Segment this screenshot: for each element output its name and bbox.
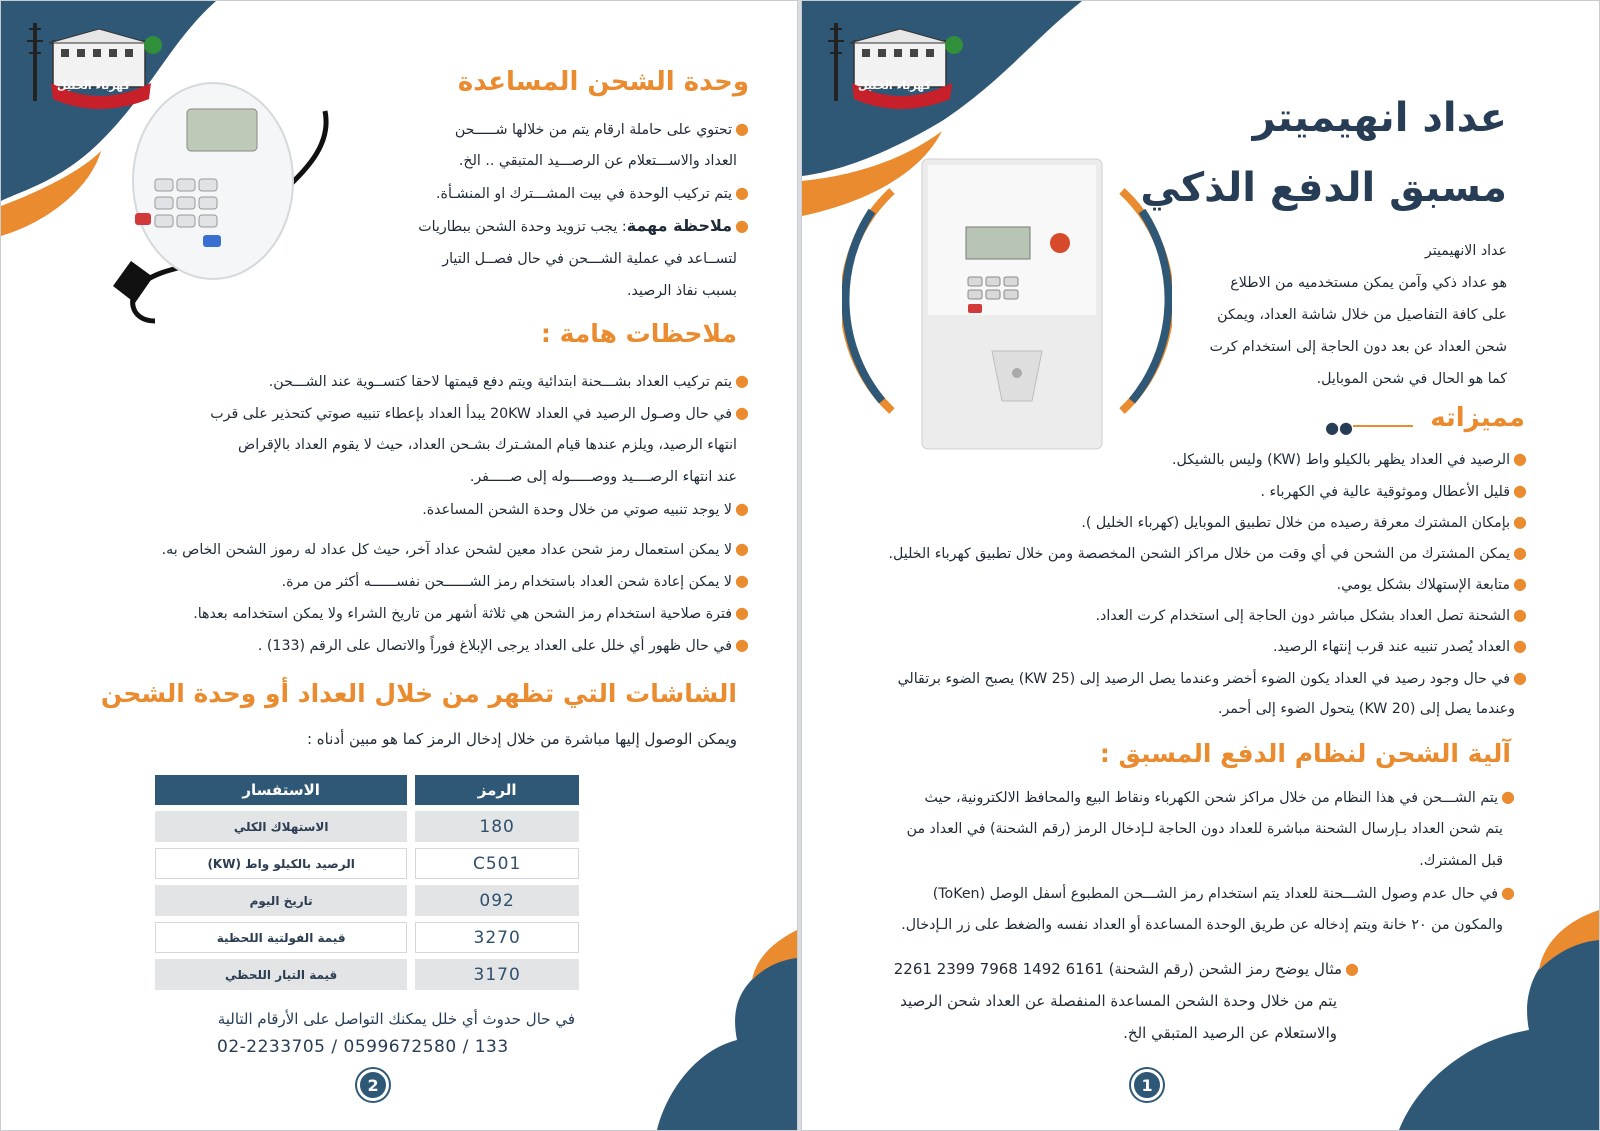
heading-charging-unit: وحدة الشحن المساعدة	[457, 67, 749, 97]
unit-bullet-3-line-3: بسبب نفاذ الرصيد.	[627, 283, 737, 299]
feature-5-line-1: متابعة الإستهلاك بشكل يومي.	[1336, 577, 1511, 593]
bullet-dot: ●	[1501, 787, 1515, 806]
header-code: الرمز	[415, 775, 579, 805]
unit-bullet-3	[418, 216, 749, 237]
bullet-dot: ●	[1345, 959, 1359, 978]
bullet-dot: ●	[1513, 449, 1527, 468]
intro-line-2: هو عداد ذكي وآمن يمكن مستخدميه من الاطلاع	[1230, 275, 1507, 291]
feature-3	[1081, 512, 1527, 533]
feature-2-line-1: قليل الأعطال وموثوقية عالية في الكهرباء .	[1260, 484, 1511, 500]
note-2-line-2: انتهاء الرصيد، ويلزم عندها قيام المشـترك بشـحن العداد، حيث لا يقوم العداد بالإقراض	[238, 437, 737, 453]
note-1-line-1: يتم تركيب العداد بشـــحنة ابتدائية ويتم دفع قيمتها لاحقا كتســوية عند الشـــحن.	[268, 374, 733, 390]
heading-screens: الشاشات التي تظهر من خلال العداد أو وحدة الشحن	[100, 679, 737, 708]
code-cell: 180	[415, 811, 579, 842]
bullet-dot: ●	[1513, 574, 1527, 593]
feature-8-line-1: في حال وجود رصيد في العداد يكون الضوء أخضر وعندما يصل الرصيد إلى (25 KW) يصبح الضوء برتقالي	[897, 671, 1511, 687]
inquiry-cell: تاريخ اليوم	[155, 885, 407, 916]
heading-important-notes: ملاحظات هامة :	[540, 319, 737, 348]
important-note-label: ملاحظة مهمة	[626, 216, 733, 235]
note-1	[269, 371, 749, 392]
table-row	[155, 848, 579, 879]
mechanism-1-line-1: يتم الشـــحن في هذا النظام من خلال مراكز شحن الكهرباء ونقاط البيع والمحافظ الالكترونية، حيث	[924, 790, 1499, 806]
inquiry-cell: الرصيد بالكيلو واط (KW)	[155, 848, 407, 879]
note-2-line-3: عند انتهاء الرصــــيد ووصـــــوله إلى صـــــفر.	[469, 469, 737, 485]
bullet-dot: ●	[735, 635, 749, 654]
bullet-dot: ●	[735, 499, 749, 518]
bullet-dot: ●	[735, 403, 749, 422]
page-number: 2	[357, 1069, 389, 1101]
unit-bullet-1-line-1: تحتوي على حاملة ارقام يتم من خلالها شـــــحن	[454, 122, 733, 138]
codes-table-header	[155, 775, 579, 805]
unit-bullet-3-line-1: : يجب تزويد وحدة الشحن ببطاريات	[418, 219, 627, 235]
feature-8-line-2: وعندما يصل إلى (20 KW) يتحول الضوء إلى أحمر.	[1217, 701, 1515, 717]
feature-6	[1096, 605, 1527, 626]
codes-table	[147, 769, 587, 996]
intro-line-5: كما هو الحال في شحن الموبايل.	[1316, 371, 1507, 387]
mechanism-2-line-1: في حال عدم وصول الشـــحنة للعداد يتم استخدام رمز الشـــحن المطبوع أسفل الوصل (ToKen)	[932, 886, 1499, 902]
contact-line: في حال حدوث أي خلل يمكنك التواصل على الأرقام التالية	[217, 1010, 575, 1028]
bullet-dot: ●	[735, 603, 749, 622]
page-two	[0, 0, 798, 1131]
mechanism-1	[925, 787, 1515, 808]
bullet-dot: ●	[1513, 543, 1527, 562]
contact-numbers: 02-2233705 / 0599672580 / 133	[217, 1037, 509, 1057]
feature-4	[889, 543, 1527, 564]
heading-mechanism: آلية الشحن لنظام الدفع المسبق :	[1099, 739, 1511, 768]
bullet-dot: ●	[735, 539, 749, 558]
code-cell: 3270	[415, 922, 579, 953]
feature-3-line-1: بإمكان المشترك معرفة رصيده من خلال تطبيق الموبايل (كهرباء الخليل ).	[1081, 515, 1511, 531]
feature-1-line-1: الرصيد في العداد يظهر بالكيلو واط (KW) وليس بالشيكل.	[1171, 452, 1511, 468]
bullet-dot: ●	[1513, 481, 1527, 500]
inquiry-cell: قيمة التيار اللحظي	[155, 959, 407, 990]
unit-bullet-2	[436, 183, 749, 204]
feature-6-line-1: الشحنة تصل العداد بشكل مباشر دون الحاجة إلى استخدام كرت العداد.	[1095, 608, 1511, 624]
note-4	[162, 539, 749, 560]
header-inquiry: الاستفسار	[155, 775, 407, 805]
feature-2	[1260, 481, 1527, 502]
code-cell: 3170	[415, 959, 579, 990]
inquiry-cell: قيمة الفولتية اللحظية	[155, 922, 407, 953]
feature-5	[1337, 574, 1527, 595]
heading-features-underline	[1353, 425, 1413, 427]
intro-line-3: على كافة التفاصيل من خلال شاشة العداد، ويمكن	[1217, 307, 1507, 323]
feature-7	[1273, 636, 1527, 657]
page-title-line-2: مسبق الدفع الذكي	[1140, 165, 1507, 211]
code-cell: C501	[415, 848, 579, 879]
example-line-1: مثال يوضح رمز الشحن (رقم الشحنة) 6161 1492 7968 2399 2261	[893, 960, 1343, 978]
table-row	[155, 885, 579, 916]
page-title-line-1: عداد انهيميتر	[1252, 95, 1507, 141]
inquiry-cell: الاستهلاك الكلي	[155, 811, 407, 842]
mechanism-2	[933, 883, 1515, 904]
bullet-dot: ●	[735, 371, 749, 390]
logo-text: كهرباء الخليل	[57, 79, 130, 92]
feature-8	[898, 668, 1527, 689]
mechanism-1-line-3: قبل المشترك.	[1419, 853, 1503, 869]
note-2	[210, 403, 749, 424]
bullet-dot: ●	[1513, 636, 1527, 655]
feature-4-line-1: يمكن المشترك من الشحن في أي وقت من خلال مراكز الشحن المخصصة ومن خلال تطبيق كهرباء الخليل.	[888, 546, 1511, 562]
bullet-dot: ●	[1513, 605, 1527, 624]
bottom-right-wave-decoration	[577, 930, 797, 1130]
unit-bullet-2-line-1: يتم تركيب الوحدة في بيت المشـــترك او المنشـأة.	[436, 186, 733, 202]
unit-bullet-1	[455, 119, 749, 140]
feature-7-line-1: العداد يُصدر تنبيه عند قرب إنتهاء الرصيد.	[1272, 639, 1511, 655]
company-logo	[826, 19, 966, 111]
note-3	[422, 499, 749, 520]
unit-bullet-3-line-2: لتســاعد في عملية الشـــحن في حال فصــل التيار	[442, 251, 737, 267]
bullet-dot: ●	[735, 183, 749, 202]
heading-features: مميزاته	[1430, 403, 1525, 433]
example	[894, 959, 1359, 979]
page-number: 1	[1131, 1069, 1163, 1101]
intro-line-4: شحن العداد عن بعد دون الحاجة إلى استخدام كرت	[1209, 339, 1507, 355]
feature-1	[1172, 449, 1527, 470]
charging-unit-photo	[105, 71, 355, 331]
bullet-dot: ●	[1513, 668, 1527, 687]
example-line-3: والاستعلام عن الرصيد المتبقي الخ.	[1123, 1024, 1337, 1042]
note-5	[282, 571, 749, 592]
note-4-line-1: لا يمكن استعمال رمز شحن عداد معين لشحن عداد آخر، حيث كل عداد له رموز الشحن الخاص به.	[161, 542, 733, 558]
logo-text: كهرباء الخليل	[858, 79, 931, 92]
bullet-dot: ●	[735, 571, 749, 590]
note-7	[258, 635, 749, 656]
bullet-dot: ●	[1501, 883, 1515, 902]
note-5-line-1: لا يمكن إعادة شحن العداد باستخدام رمز الشــــــحن نفســــــه أكثر من مرة.	[281, 574, 733, 590]
mechanism-1-line-2: يتم شحن العداد بـإرسال الشحنة مباشرة للعداد دون الحاجة لـإدخال الرمز (رقم الشحنة) في العداد من	[906, 821, 1503, 837]
bottom-right-wave-decoration	[1299, 910, 1599, 1130]
note-7-line-1: في حال ظهور أي خلل على العداد يرجى الإبلاغ فوراً والاتصال على الرقم (133) .	[257, 638, 733, 654]
bullet-dot: ●	[735, 216, 749, 235]
example-line-2: يتم من خلال وحدة الشحن المساعدة المنفصلة عن العداد شحن الرصيد	[900, 992, 1337, 1010]
note-3-line-1: لا يوجد تنبيه صوتي من خلال وحدة الشحن المساعدة.	[422, 502, 733, 518]
intro-line-1: عداد الانهيميتر	[1424, 243, 1507, 259]
bullet-dot: ●	[1513, 512, 1527, 531]
table-row	[155, 922, 579, 953]
mechanism-2-line-2: والمكون من ٢٠ خانة ويتم إدخاله عن طريق الوحدة المساعدة أو العداد نفسه والضغط على زر الـإدخال.	[901, 917, 1503, 933]
note-6-line-1: فترة صلاحية استخدام رمز الشحن هي ثلاثة أشهر من تاريخ الشراء ولا يمكن استخدامه بعدها.	[193, 606, 733, 622]
unit-bullet-1-line-2: العداد والاســـتعلام عن الرصـــيد المتبقي .. الخ.	[458, 153, 737, 169]
note-6	[193, 603, 749, 624]
heading-features-dots: ●●	[1325, 418, 1353, 437]
code-cell: 092	[415, 885, 579, 916]
screens-intro: ويمكن الوصول إليها مباشرة من خلال إدخال الرمز كما هو مبين أدناه :	[306, 730, 737, 748]
page-one	[801, 0, 1600, 1131]
meter-photo	[842, 151, 1172, 461]
bullet-dot: ●	[735, 119, 749, 138]
note-2-line-1: في حال وصـول الرصيد في العداد 20KW يبدأ العداد بإعطاء تنبيه صوتي كتحذير على قرب	[210, 406, 733, 422]
table-row	[155, 959, 579, 990]
table-row	[155, 811, 579, 842]
